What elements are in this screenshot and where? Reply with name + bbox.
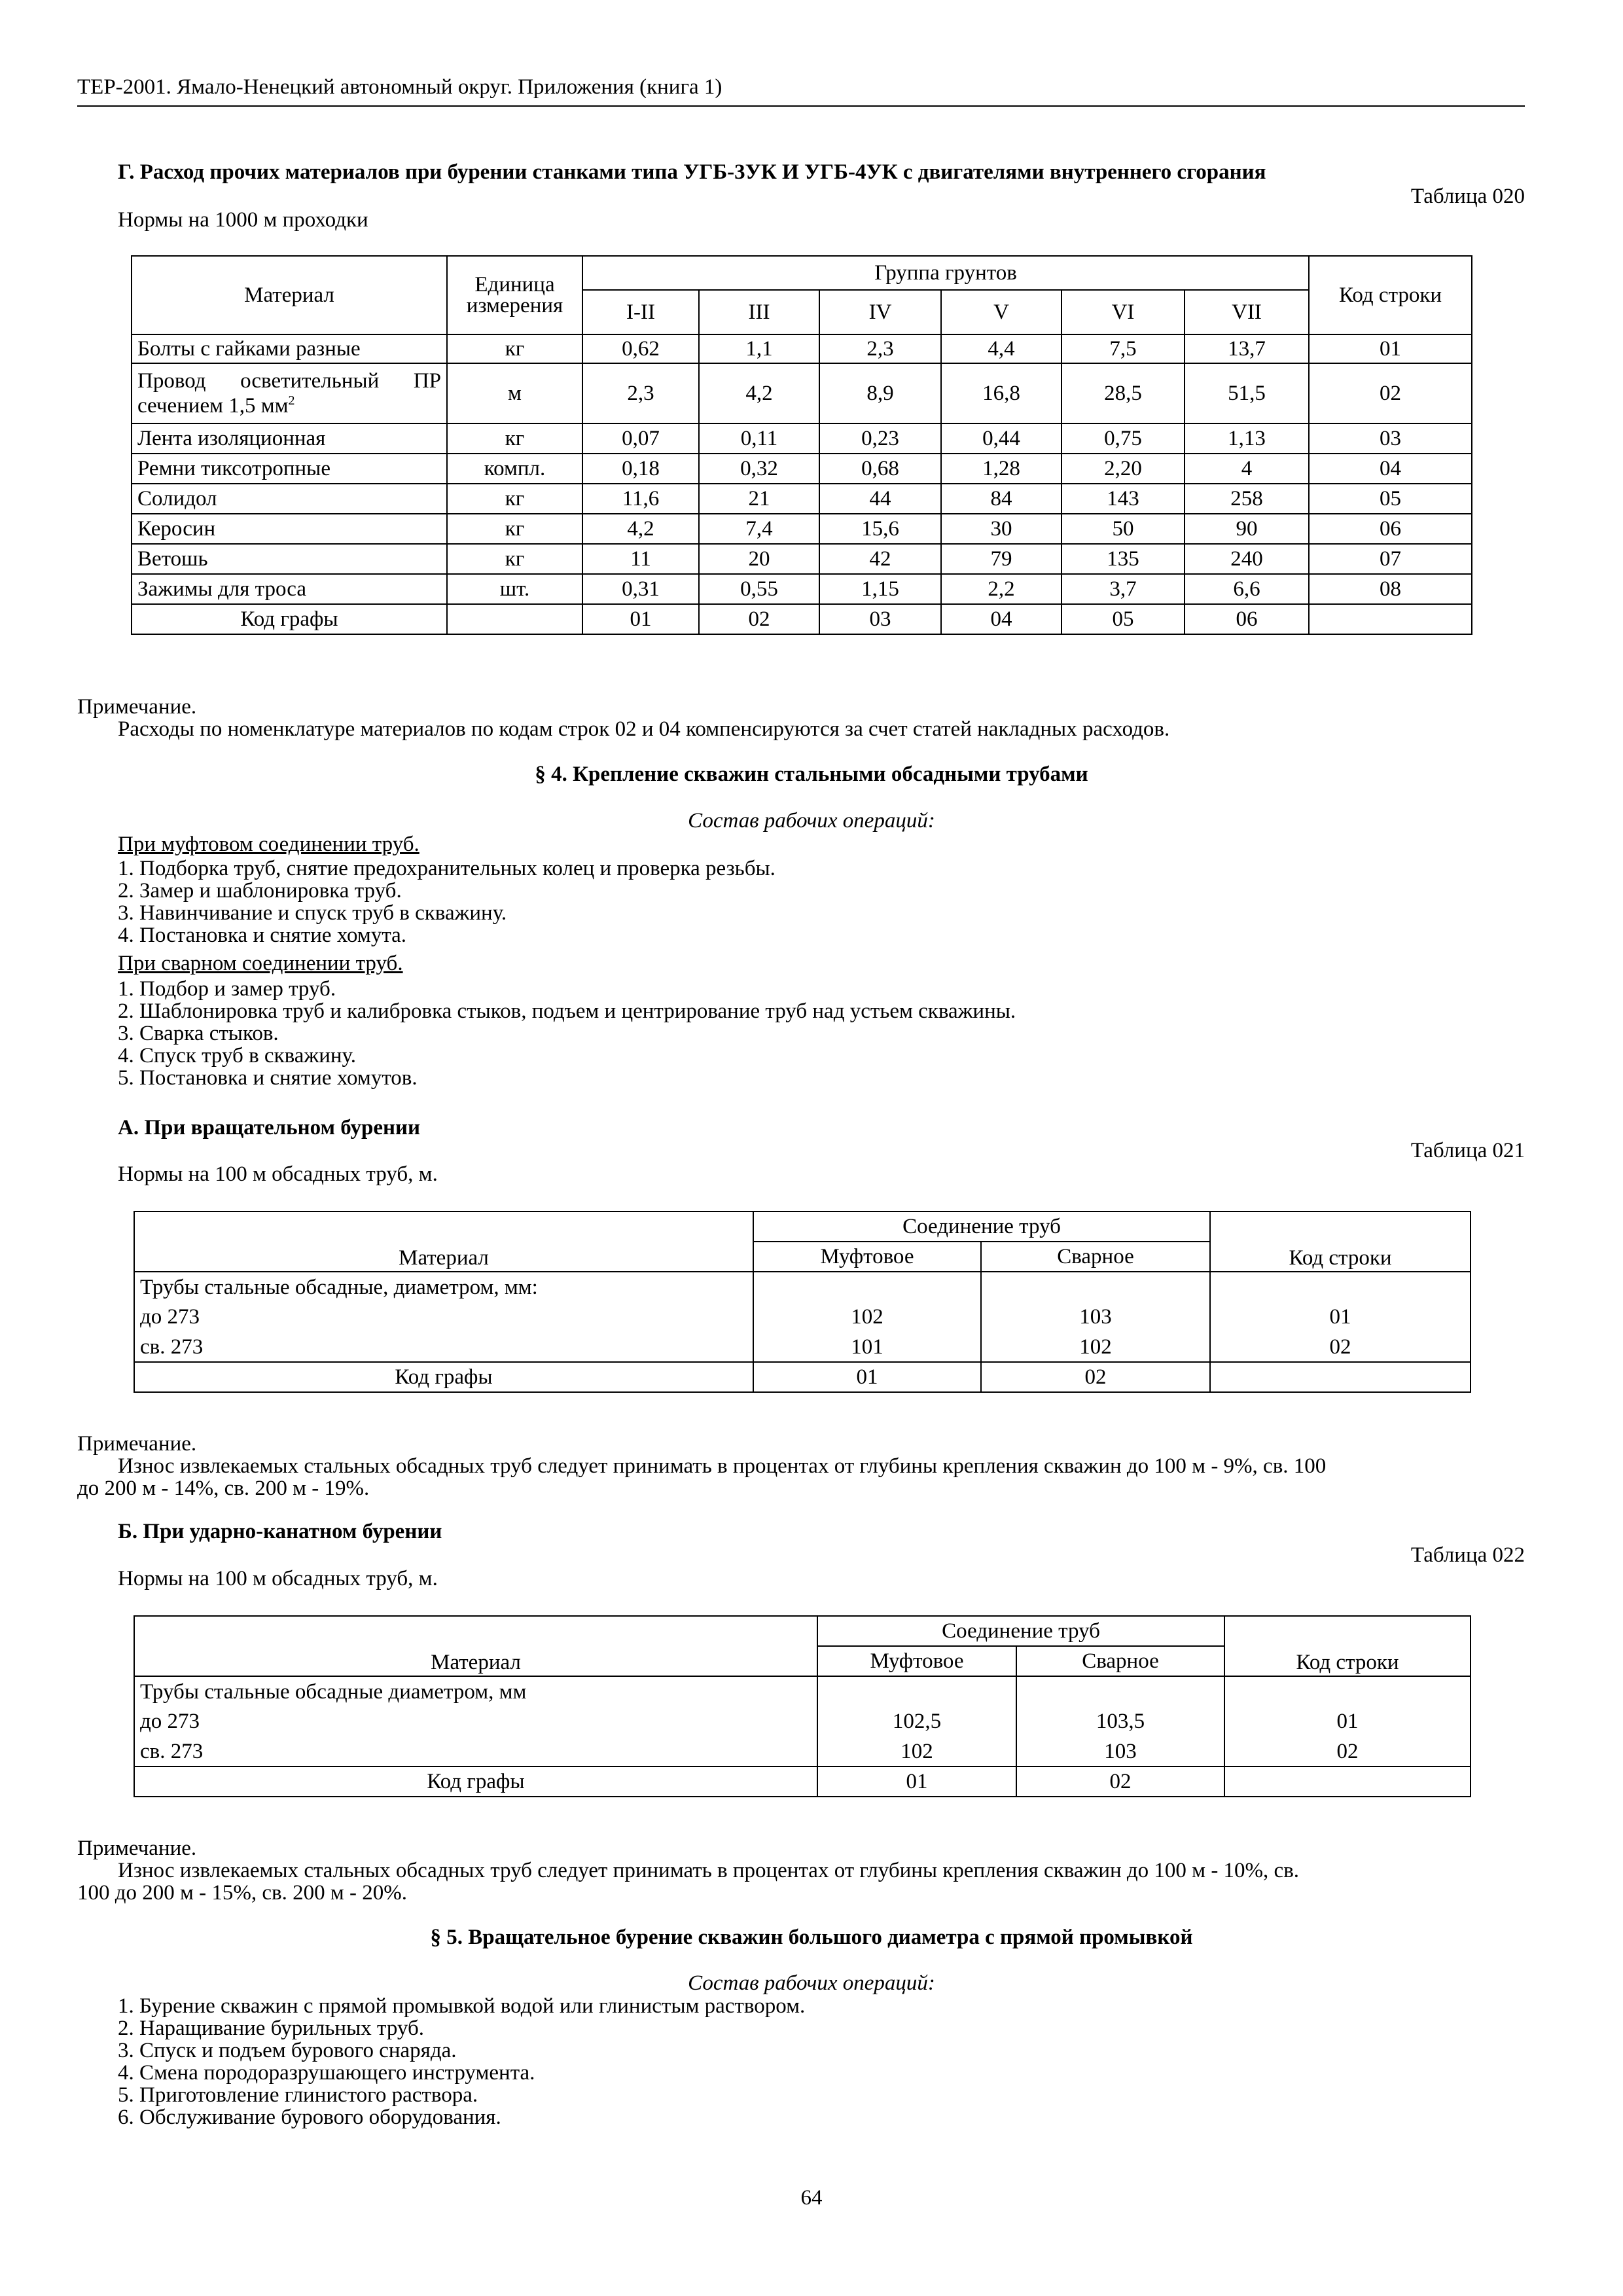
welded-ops-list [118, 978, 1016, 1089]
col-joint-header: Соединение труб [753, 1211, 1210, 1242]
col-code-header: Код строки [1309, 256, 1472, 334]
group-header: I-II [582, 290, 699, 334]
cell-value: 102 [817, 1736, 1016, 1767]
cell-value: 0,62 [582, 334, 699, 363]
col-soil-group-header: Группа грунтов [582, 256, 1309, 290]
col-material-header: Материал [134, 1616, 817, 1676]
cell-value: 16,8 [941, 363, 1061, 423]
cell-material: Ветошь [132, 544, 447, 574]
cell-code: 03 [1309, 423, 1472, 454]
cell-value: 4,2 [699, 363, 819, 423]
col-joint-header: Соединение труб [817, 1616, 1224, 1646]
cell-material: Провод осветительный ПР сечением 1,5 $мм^2$ [132, 363, 447, 423]
note-label: Примечание. [77, 695, 197, 719]
cell-material: Болты с гайками разные [132, 334, 447, 363]
note-label: Примечание. [77, 1432, 197, 1456]
cell-value: 11,6 [582, 484, 699, 514]
cell-code: 07 [1309, 544, 1472, 574]
cell-value: 2,3 [582, 363, 699, 423]
cell-code: 02 [1210, 1332, 1471, 1362]
col-unit-header: Единица измерения [447, 256, 582, 334]
cell-value: 0,18 [582, 454, 699, 484]
cell-group-label: Трубы стальные обсадные, диаметром, мм: [134, 1272, 753, 1302]
cell-value: 30 [941, 514, 1061, 544]
list-item: 3. Спуск и подъем бурового снаряда. [118, 2039, 457, 2062]
cell-value: 0,07 [582, 423, 699, 454]
group-header: IV [819, 290, 941, 334]
cell-value: 0,23 [819, 423, 941, 454]
note-text: Расходы по номенклатуре материалов по кодам строк 02 и 04 компенсируются за счет статей накладных расходов. [118, 717, 1170, 741]
cell-code: 05 [1309, 484, 1472, 514]
cell-code: 04 [1309, 454, 1472, 484]
table-022-norms: Нормы на 100 м обсадных труб, м. [118, 1567, 438, 1590]
cell-value: 6,6 [1185, 574, 1309, 604]
section-5-title: § 5. Вращательное бурение скважин большого диаметра с прямой промывкой [430, 1926, 1193, 1949]
table-021-norms: Нормы на 100 м обсадных труб, м. [118, 1162, 438, 1186]
note-text-line2: до 200 м - 14%, св. 200 м - 19%. [77, 1477, 370, 1500]
table-row [132, 334, 1472, 363]
cell-value: 7,5 [1061, 334, 1185, 363]
table-row [132, 363, 1472, 423]
cell-code: 02 [1224, 1736, 1471, 1767]
cell-value: 1,15 [819, 574, 941, 604]
table-row [134, 1676, 1471, 1706]
section-4-ops-title: Состав рабочих операций: [688, 809, 935, 833]
cell-material: св. 273 [134, 1736, 817, 1767]
table-row [132, 514, 1472, 544]
table-row [134, 1332, 1471, 1362]
footer-empty [1224, 1767, 1471, 1797]
cell-empty [1224, 1676, 1471, 1706]
running-header: ТЕР-2001. Ямало-Ненецкий автономный округ. Приложения (книга 1) [77, 75, 722, 99]
cell-code: 01 [1224, 1706, 1471, 1736]
cell-value: 102 [981, 1332, 1210, 1362]
cell-value: 13,7 [1185, 334, 1309, 363]
table-020 [131, 255, 1472, 635]
cell-value: 0,32 [699, 454, 819, 484]
footer-label: Код графы [132, 604, 447, 634]
cell-material: Ремни тиксотропные [132, 454, 447, 484]
cell-material: Лента изоляционная [132, 423, 447, 454]
table-row [132, 484, 1472, 514]
table-footer-row [132, 604, 1472, 634]
section-b-title: Б. При ударно-канатном бурении [118, 1520, 442, 1543]
cell-value: 1,13 [1185, 423, 1309, 454]
page-number: 64 [800, 2186, 823, 2210]
note-text-line1: Износ извлекаемых стальных обсадных труб следует принимать в процентах от глубины крепления скважин до 100 м - 10%, св. [118, 1859, 1300, 1882]
list-item: 4. Постановка и снятие хомута. [118, 924, 407, 947]
footer-code: 05 [1061, 604, 1185, 634]
cell-material: Зажимы для троса [132, 574, 447, 604]
footer-empty [447, 604, 582, 634]
cell-empty [1210, 1272, 1471, 1302]
footer-code: 02 [1016, 1767, 1224, 1797]
cell-value: 103 [1016, 1736, 1224, 1767]
list-item: 3. Навинчивание и спуск труб в скважину. [118, 901, 507, 925]
cell-value: 4 [1185, 454, 1309, 484]
footer-code: 06 [1185, 604, 1309, 634]
cell-value: 1,28 [941, 454, 1061, 484]
list-item: 1. Бурение скважин с прямой промывкой водой или глинистым раствором. [118, 1994, 806, 2018]
cell-value: 102,5 [817, 1706, 1016, 1736]
table-row [134, 1302, 1471, 1332]
cell-empty [817, 1676, 1016, 1706]
cell-value: 15,6 [819, 514, 941, 544]
cell-value: 4,4 [941, 334, 1061, 363]
cell-value: 42 [819, 544, 941, 574]
cell-value: 1,1 [699, 334, 819, 363]
cell-value: 102 [753, 1302, 981, 1332]
col-material-header: Материал [132, 256, 447, 334]
table-row [134, 1736, 1471, 1767]
footer-code: 02 [981, 1362, 1210, 1392]
cell-value: 135 [1061, 544, 1185, 574]
coupling-ops-list [118, 857, 776, 946]
footer-empty [1309, 604, 1472, 634]
col-code-header: Код строки [1210, 1211, 1471, 1272]
cell-value: 21 [699, 484, 819, 514]
footer-code: 03 [819, 604, 941, 634]
table-020-norms: Нормы на 1000 м проходки [118, 208, 368, 232]
cell-value: 0,68 [819, 454, 941, 484]
col-welded-header: Сварное [1016, 1646, 1224, 1676]
footer-code: 02 [699, 604, 819, 634]
cell-value: 0,75 [1061, 423, 1185, 454]
table-021-label: Таблица 021 [1410, 1139, 1525, 1162]
list-item: 6. Обслуживание бурового оборудования. [118, 2106, 501, 2129]
footer-code: 01 [817, 1767, 1016, 1797]
section-5-ops-title: Состав рабочих операций: [688, 1971, 935, 1995]
cell-value: 101 [753, 1332, 981, 1362]
cell-value: 50 [1061, 514, 1185, 544]
cell-unit: шт. [447, 574, 582, 604]
section-a-title: А. При вращательном бурении [118, 1116, 421, 1139]
note-label: Примечание. [77, 1837, 197, 1860]
table-footer-row [134, 1767, 1471, 1797]
list-item: 5. Приготовление глинистого раствора. [118, 2083, 478, 2107]
list-item: 1. Подбор и замер труб. [118, 977, 336, 1001]
group-header: VII [1185, 290, 1309, 334]
cell-value: 0,11 [699, 423, 819, 454]
cell-value: 240 [1185, 544, 1309, 574]
table-footer-row [134, 1362, 1471, 1392]
footer-code: 04 [941, 604, 1061, 634]
cell-group-label: Трубы стальные обсадные диаметром, мм [134, 1676, 817, 1706]
group-header: V [941, 290, 1061, 334]
cell-unit: компл. [447, 454, 582, 484]
col-coupling-header: Муфтовое [753, 1242, 981, 1272]
list-item: 2. Наращивание бурильных труб. [118, 2017, 424, 2040]
header-rule [77, 105, 1525, 107]
footer-label: Код графы [134, 1767, 817, 1797]
cell-value: 20 [699, 544, 819, 574]
cell-value: 51,5 [1185, 363, 1309, 423]
table-020-label: Таблица 020 [1410, 185, 1525, 208]
cell-value: 2,20 [1061, 454, 1185, 484]
cell-value: 4,2 [582, 514, 699, 544]
list-item: 1. Подборка труб, снятие предохранительных колец и проверка резьбы. [118, 857, 776, 880]
cell-value: 3,7 [1061, 574, 1185, 604]
cell-value: 0,55 [699, 574, 819, 604]
list-item: 2. Замер и шаблонировка труб. [118, 879, 402, 903]
list-item: 2. Шаблонировка труб и калибровка стыков, подъем и центрирование труб над устьем скважины. [118, 999, 1016, 1023]
table-row [132, 423, 1472, 454]
cell-unit: кг [447, 423, 582, 454]
col-material-header: Материал [134, 1211, 753, 1272]
table-row [132, 544, 1472, 574]
cell-value: 2,2 [941, 574, 1061, 604]
cell-value: 0,44 [941, 423, 1061, 454]
table-row [134, 1272, 1471, 1302]
cell-unit: кг [447, 484, 582, 514]
cell-value: 84 [941, 484, 1061, 514]
cell-unit: кг [447, 334, 582, 363]
cell-unit: м [447, 363, 582, 423]
group-header: VI [1061, 290, 1185, 334]
note-text-line2: 100 до 200 м - 15%, св. 200 м - 20%. [77, 1881, 407, 1905]
note-text-line1: Износ извлекаемых стальных обсадных труб следует принимать в процентах от глубины крепления скважин до 100 м - 9%, св. 100 [118, 1454, 1327, 1478]
col-code-header: Код строки [1224, 1616, 1471, 1676]
cell-unit: кг [447, 514, 582, 544]
col-welded-header: Сварное [981, 1242, 1210, 1272]
list-item: 3. Сварка стыков. [118, 1022, 279, 1045]
list-item: 4. Спуск труб в скважину. [118, 1044, 356, 1067]
cell-material: св. 273 [134, 1332, 753, 1362]
col-coupling-header: Муфтовое [817, 1646, 1016, 1676]
cell-code: 08 [1309, 574, 1472, 604]
footer-code: 01 [582, 604, 699, 634]
cell-value: 44 [819, 484, 941, 514]
cell-material: до 273 [134, 1302, 753, 1332]
cell-empty [753, 1272, 981, 1302]
footer-empty [1210, 1362, 1471, 1392]
cell-empty [1016, 1676, 1224, 1706]
list-item: 4. Смена породоразрушающего инструмента. [118, 2061, 535, 2085]
cell-empty [981, 1272, 1210, 1302]
cell-material: до 273 [134, 1706, 817, 1736]
cell-value: 11 [582, 544, 699, 574]
cell-material: Керосин [132, 514, 447, 544]
cell-value: 103,5 [1016, 1706, 1224, 1736]
group-header: III [699, 290, 819, 334]
welded-subtitle: При сварном соединении труб. [118, 952, 403, 975]
cell-value: 2,3 [819, 334, 941, 363]
cell-code: 01 [1210, 1302, 1471, 1332]
table-row [132, 454, 1472, 484]
section-4-title: § 4. Крепление скважин стальными обсадными трубами [535, 762, 1088, 786]
table-row [132, 574, 1472, 604]
cell-material: Солидол [132, 484, 447, 514]
cell-value: 0,31 [582, 574, 699, 604]
cell-code: 01 [1309, 334, 1472, 363]
cell-value: 143 [1061, 484, 1185, 514]
cell-value: 258 [1185, 484, 1309, 514]
footer-label: Код графы [134, 1362, 753, 1392]
cell-value: 7,4 [699, 514, 819, 544]
section-g-title: Г. Расход прочих материалов при бурении станками типа УГБ-3УК И УГБ-4УК с двигателями внутреннего сгорания [118, 160, 1266, 184]
footer-code: 01 [753, 1362, 981, 1392]
cell-value: 8,9 [819, 363, 941, 423]
table-022-label: Таблица 022 [1410, 1543, 1525, 1567]
table-022 [134, 1615, 1471, 1797]
cell-unit: кг [447, 544, 582, 574]
section-5-ops-list [118, 1995, 805, 2128]
cell-value: 90 [1185, 514, 1309, 544]
cell-value: 79 [941, 544, 1061, 574]
cell-code: 02 [1309, 363, 1472, 423]
cell-code: 06 [1309, 514, 1472, 544]
cell-value: 28,5 [1061, 363, 1185, 423]
coupling-subtitle: При муфтовом соединении труб. [118, 833, 419, 856]
table-row [134, 1706, 1471, 1736]
cell-value: 103 [981, 1302, 1210, 1332]
table-021 [134, 1211, 1471, 1393]
list-item: 5. Постановка и снятие хомутов. [118, 1066, 418, 1090]
